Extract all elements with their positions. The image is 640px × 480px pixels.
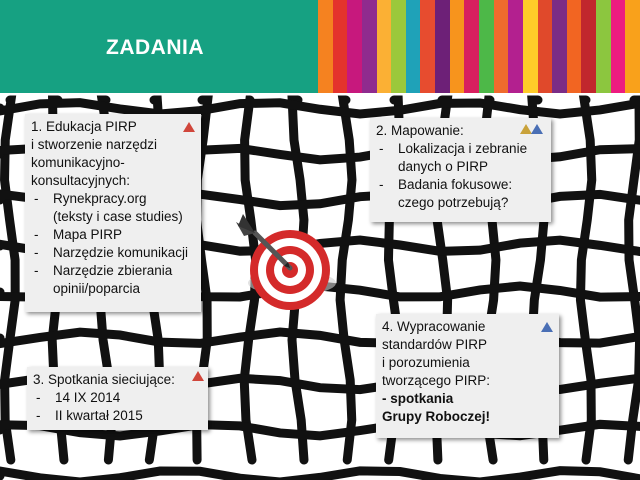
task-line: i stworzenie narzędzi: [31, 137, 158, 152]
stripe: [318, 0, 333, 93]
list-item: - 14 IX 2014: [33, 389, 202, 407]
stripe: [391, 0, 406, 93]
header-banner: [0, 0, 640, 93]
task-line: konsultacyjnych:: [31, 173, 131, 188]
triangle-marker-icon: [541, 322, 553, 332]
list-item: - Rynekpracy.org: [31, 190, 195, 208]
stripe: [333, 0, 348, 93]
stripe: [611, 0, 626, 93]
stripe: [538, 0, 553, 93]
decorative-stripes: [318, 0, 640, 93]
stripe: [347, 0, 362, 93]
task-title: 3. Spotkania sieciujące:: [33, 372, 175, 387]
net-strand: [628, 100, 639, 460]
list-item: - Lokalizacja i zebranie: [376, 140, 545, 158]
list-item: - Narzędzie zbierania: [31, 262, 195, 280]
net-strand: [0, 471, 640, 480]
stripe: [596, 0, 611, 93]
task-line: 4. Wypracowanie: [382, 319, 486, 334]
list-item-continuation: czego potrzebują?: [398, 195, 509, 210]
triangle-marker-icon: [183, 122, 195, 132]
stripe: [508, 0, 523, 93]
list-item-continuation: danych o PIRP: [398, 159, 489, 174]
triangle-marker-icon: [531, 124, 543, 134]
task-line: i porozumienia: [382, 355, 470, 370]
stripe: [494, 0, 509, 93]
list-item-continuation: (teksty i case studies): [53, 209, 183, 224]
stripe: [362, 0, 377, 93]
task-line: standardów PIRP: [382, 337, 488, 352]
task-line: komunikacyjno-: [31, 155, 125, 170]
stripe: [464, 0, 479, 93]
list-item: - II kwartał 2015: [33, 407, 202, 425]
net-strand: [0, 103, 640, 114]
stripe: [625, 0, 640, 93]
task-list: [33, 389, 202, 425]
task-highlight: Grupy Roboczej!: [382, 409, 491, 424]
list-item: - Badania fokusowe:: [376, 176, 545, 194]
stripe: [450, 0, 465, 93]
stripe: [479, 0, 494, 93]
slide-title: ZADANIA: [106, 36, 204, 59]
stripe: [377, 0, 392, 93]
task-title: 1. Edukacja PIRP: [31, 119, 137, 134]
stripe: [523, 0, 538, 93]
task-box-meetings: [27, 367, 208, 430]
stripe: [406, 0, 421, 93]
task-box-education: [25, 114, 201, 312]
stripe: [581, 0, 596, 93]
stripe: [552, 0, 567, 93]
triangle-marker-icon: [192, 371, 204, 381]
list-item-continuation: opinii/poparcia: [53, 281, 141, 296]
task-list: [31, 190, 195, 298]
task-box-mapping: [370, 118, 551, 222]
list-item: - Narzędzie komunikacji: [31, 244, 195, 262]
task-box-standards: [376, 314, 559, 438]
stripe: [567, 0, 582, 93]
task-list: [376, 140, 545, 212]
task-title: 2. Mapowanie:: [376, 123, 464, 138]
task-highlight: - spotkania: [382, 391, 454, 406]
stripe: [420, 0, 435, 93]
stripe: [435, 0, 450, 93]
list-item: - Mapa PIRP: [31, 226, 195, 244]
task-line: tworzącego PIRP:: [382, 373, 491, 388]
